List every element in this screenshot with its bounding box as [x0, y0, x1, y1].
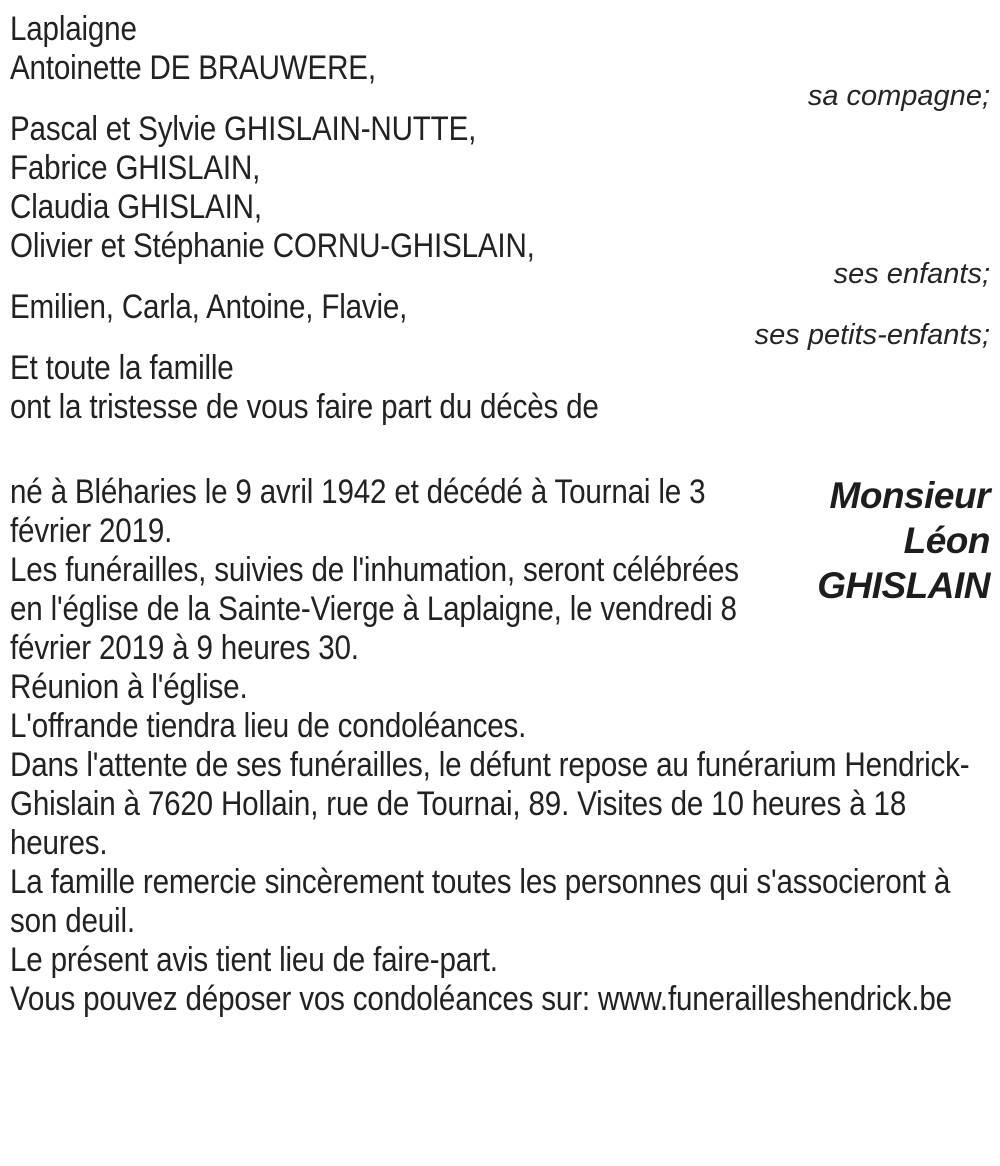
- announcement-text: ont la tristesse de vous faire part du décès de: [10, 388, 599, 426]
- deceased-title: Monsieur: [829, 475, 990, 516]
- family-member-name: Emilien, Carla, Antoine, Flavie,: [10, 288, 408, 326]
- birth-death-line: né à Bléharies le 9 avril 1942 et décédé à Tournai le 3 février 2019.: [10, 473, 706, 550]
- condolences-spacer: [590, 980, 598, 1018]
- condolences-text: Vous pouvez déposer vos condoléances sur:: [10, 980, 590, 1018]
- meeting-line: Réunion à l'église.: [10, 668, 248, 706]
- relation-label: ses enfants;: [833, 258, 990, 290]
- place-name: Laplaigne: [10, 10, 137, 48]
- family-member-name: Et toute la famille: [10, 349, 234, 387]
- family-member-name: Olivier et Stéphanie CORNU-GHISLAIN,: [10, 227, 535, 265]
- condolences-url[interactable]: www.funerailleshendrick.be: [597, 980, 952, 1018]
- family-member-name: Antoinette DE BRAUWERE,: [10, 49, 376, 87]
- family-member-name: Fabrice GHISLAIN,: [10, 149, 261, 187]
- offering-line: L'offrande tiendra lieu de condoléances.: [10, 707, 527, 745]
- deceased-section: [10, 473, 990, 668]
- funeral-details-line: Les funérailles, suivies de l'inhumation, seront célébrées en l'église de la Sainte-Vierge à Laplaigne, le vendredi 8 février 2019 à 9 heures 30.: [10, 551, 739, 667]
- notice-line: Le présent avis tient lieu de faire-part.: [10, 941, 498, 979]
- family-member-name: Pascal et Sylvie GHISLAIN-NUTTE,: [10, 110, 477, 148]
- relation-label: ses petits-enfants;: [754, 319, 990, 351]
- condolences-line: [10, 980, 993, 1019]
- deceased-details-column: [10, 473, 855, 668]
- relation-label: sa compagne;: [807, 80, 990, 112]
- deceased-name-block: [817, 473, 990, 608]
- thanks-line: La famille remercie sincèrement toutes les personnes qui s'associeront à son deuil.: [10, 863, 951, 940]
- deceased-last-name: GHISLAIN: [817, 565, 990, 606]
- repose-line: Dans l'attente de ses funérailles, le défunt repose au funérarium Hendrick-Ghislain à 7620 Hollain, rue de Tournai, 89. Visites de 10 heures à 18 heures.: [10, 746, 970, 862]
- deceased-first-name: Léon: [903, 520, 990, 561]
- family-member-name: Claudia GHISLAIN,: [10, 188, 262, 226]
